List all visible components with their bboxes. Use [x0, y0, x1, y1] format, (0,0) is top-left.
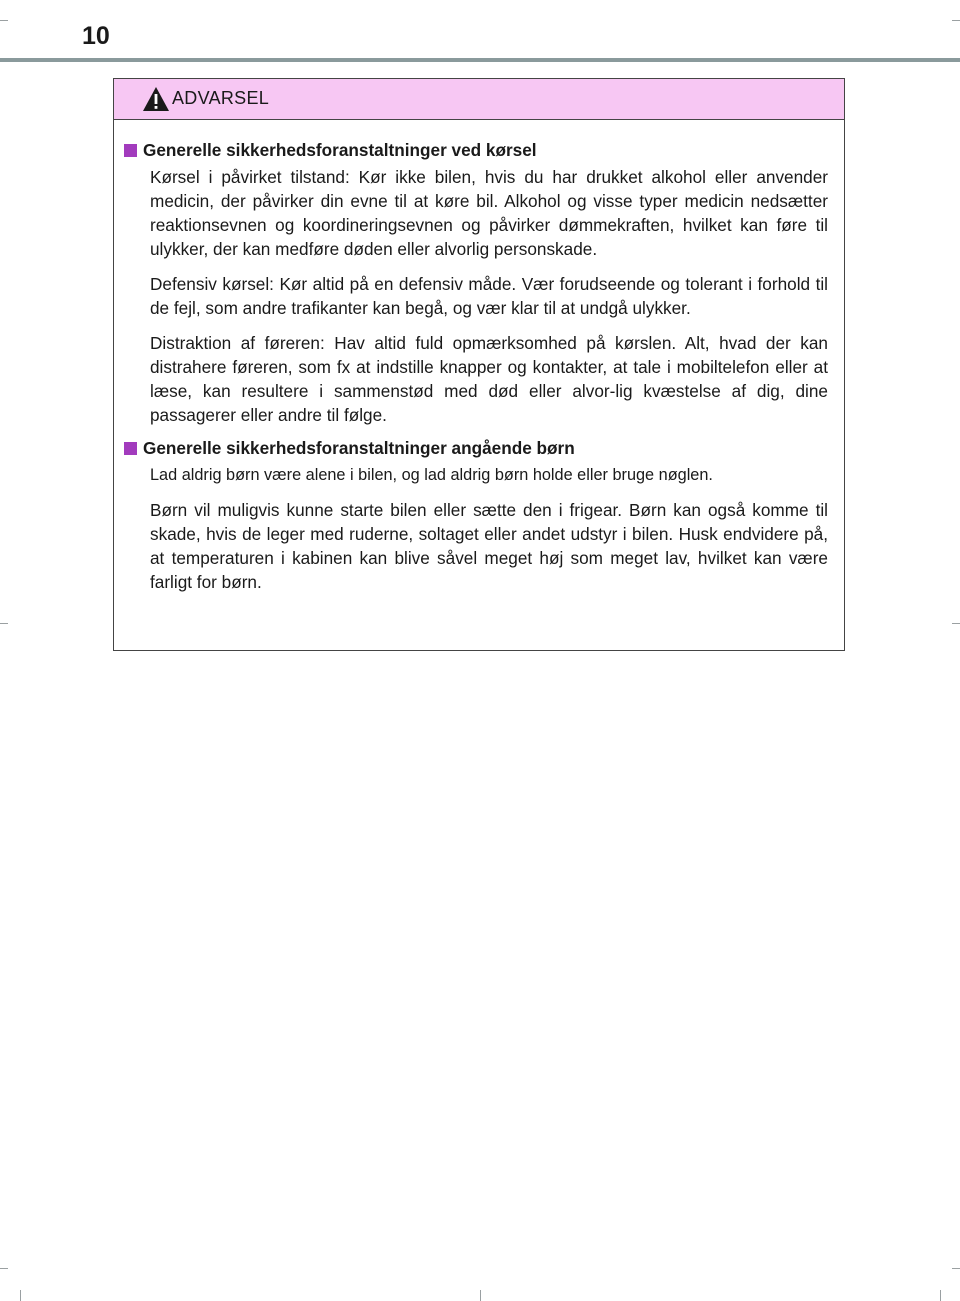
warning-box [113, 78, 845, 651]
warning-body [114, 120, 844, 594]
warning-title: ADVARSEL [172, 88, 270, 108]
crop-mark [20, 1290, 21, 1301]
crop-mark [940, 1290, 941, 1301]
crop-mark [0, 20, 8, 21]
crop-mark [952, 20, 960, 21]
section-heading-children [124, 438, 828, 459]
header-rule [0, 58, 960, 62]
crop-mark [480, 1290, 481, 1301]
paragraph-driver-distraction: Distraktion af føreren: Hav altid fuld opmærksomhed på kørslen. Alt, hvad der kan distrahere føreren, som fx at indstille knapper og kontakter, at tale i mobiltelefon eller at læse, kan resultere i sammenstød med død eller alvor-lig kvæstelse af dig, dine passagerer eller andre til følge. [150, 333, 828, 425]
crop-mark [0, 1268, 8, 1269]
paragraph-children-alone: Lad aldrig børn være alene i bilen, og lad aldrig børn holde eller bruge nøglen. [150, 466, 713, 484]
paragraph-defensive-driving: Defensiv kørsel: Kør altid på en defensiv måde. Vær forudseende og tolerant i forhold til de fejl, som andre trafikanter kan begå, og vær klar til at undgå ulykker. [150, 274, 828, 318]
crop-mark [952, 623, 960, 624]
bullet-square-icon [124, 144, 137, 157]
crop-mark [0, 623, 8, 624]
section-heading-text: Generelle sikkerhedsforanstaltninger ved kørsel [143, 140, 537, 160]
crop-mark [952, 1268, 960, 1269]
section-heading-driving [124, 140, 828, 161]
section-heading-text: Generelle sikkerhedsforanstaltninger angående børn [143, 438, 575, 458]
paragraph-children-hazards: Børn vil muligvis kunne starte bilen eller sætte den i frigear. Børn kan også komme til skade, hvis de leger med ruderne, soltaget eller andet udstyr i bilen. Husk endvidere på, at temperaturen i kabinen kan blive såvel meget høj som meget lav, hvilket kan være farligt for børn. [150, 500, 828, 592]
bullet-square-icon [124, 442, 137, 455]
warning-header [114, 79, 844, 120]
paragraph-impaired-driving: Kørsel i påvirket tilstand: Kør ikke bilen, hvis du har drukket alkohol eller anvender medicin, der påvirker din evne til at køre bil. Alkohol og visse typer medicin nedsætter reaktionsevnen og koordineringsevnen og påvirker dømmekraften, hvilket kan føre til ulykker, der kan medføre døden eller alvorlig personskade. [150, 167, 828, 259]
warning-triangle-icon [142, 86, 170, 112]
page-number: 10 [82, 22, 110, 50]
